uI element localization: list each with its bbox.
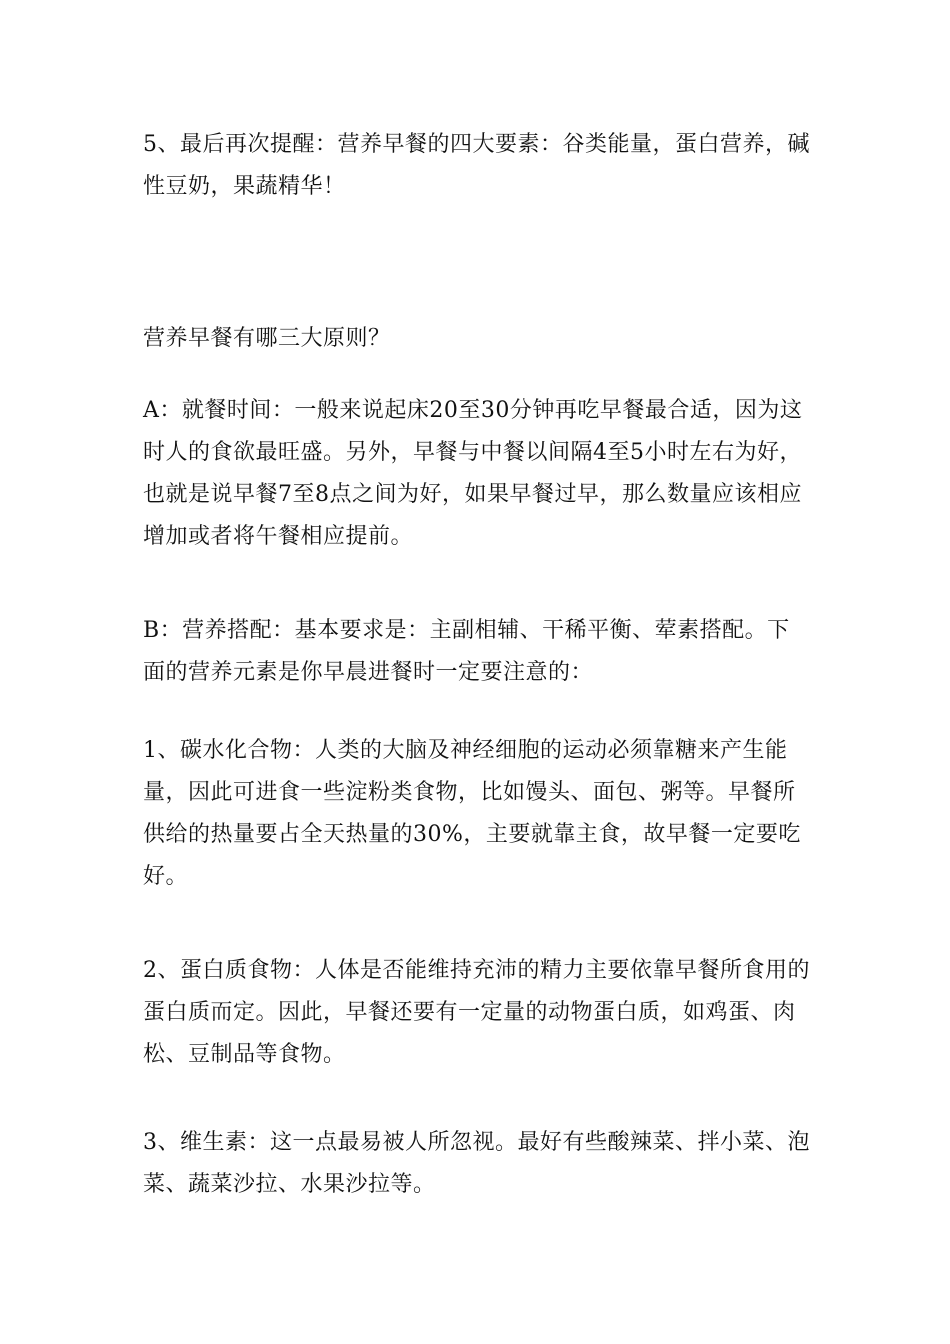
paragraph-item-1: 1、碳水化合物：人类的大脑及神经细胞的运动必须靠糖来产生能量，因此可进食一些淀粉类食物，比如馒头、面包、粥等。早餐所供给的热量要占全天热量的30%，主要就靠主食，故早餐一定要吃好。	[143, 738, 801, 889]
paragraph-item-3: 3、维生素：这一点最易被人所忽视。最好有些酸辣菜、拌小菜、泡菜、蔬菜沙拉、水果沙拉等。	[143, 1130, 810, 1197]
section-heading: 营养早餐有哪三大原则？	[143, 326, 391, 351]
paragraph-principle-a: A：就餐时间：一般来说起床20至30分钟再吃早餐最合适，因为这时人的食欲最旺盛。另外，早餐与中餐以间隔4至5小时左右为好，也就是说早餐7至8点之间为好，如果早餐过早，那么数量应该相应增加或者将午餐相应提前。	[143, 398, 803, 549]
paragraph-tip-5: 5、最后再次提醒：营养早餐的四大要素：谷类能量，蛋白营养，碱性豆奶，果蔬精华！	[143, 132, 810, 199]
paragraph-principle-b: B：营养搭配：基本要求是：主副相辅、干稀平衡、荤素搭配。下面的营养元素是你早晨进餐时一定要注意的：	[143, 618, 790, 685]
paragraph-item-2: 2、蛋白质食物：人体是否能维持充沛的精力主要依靠早餐所食用的蛋白质而定。因此，早餐还要有一定量的动物蛋白质，如鸡蛋、肉松、豆制品等食物。	[143, 958, 810, 1067]
